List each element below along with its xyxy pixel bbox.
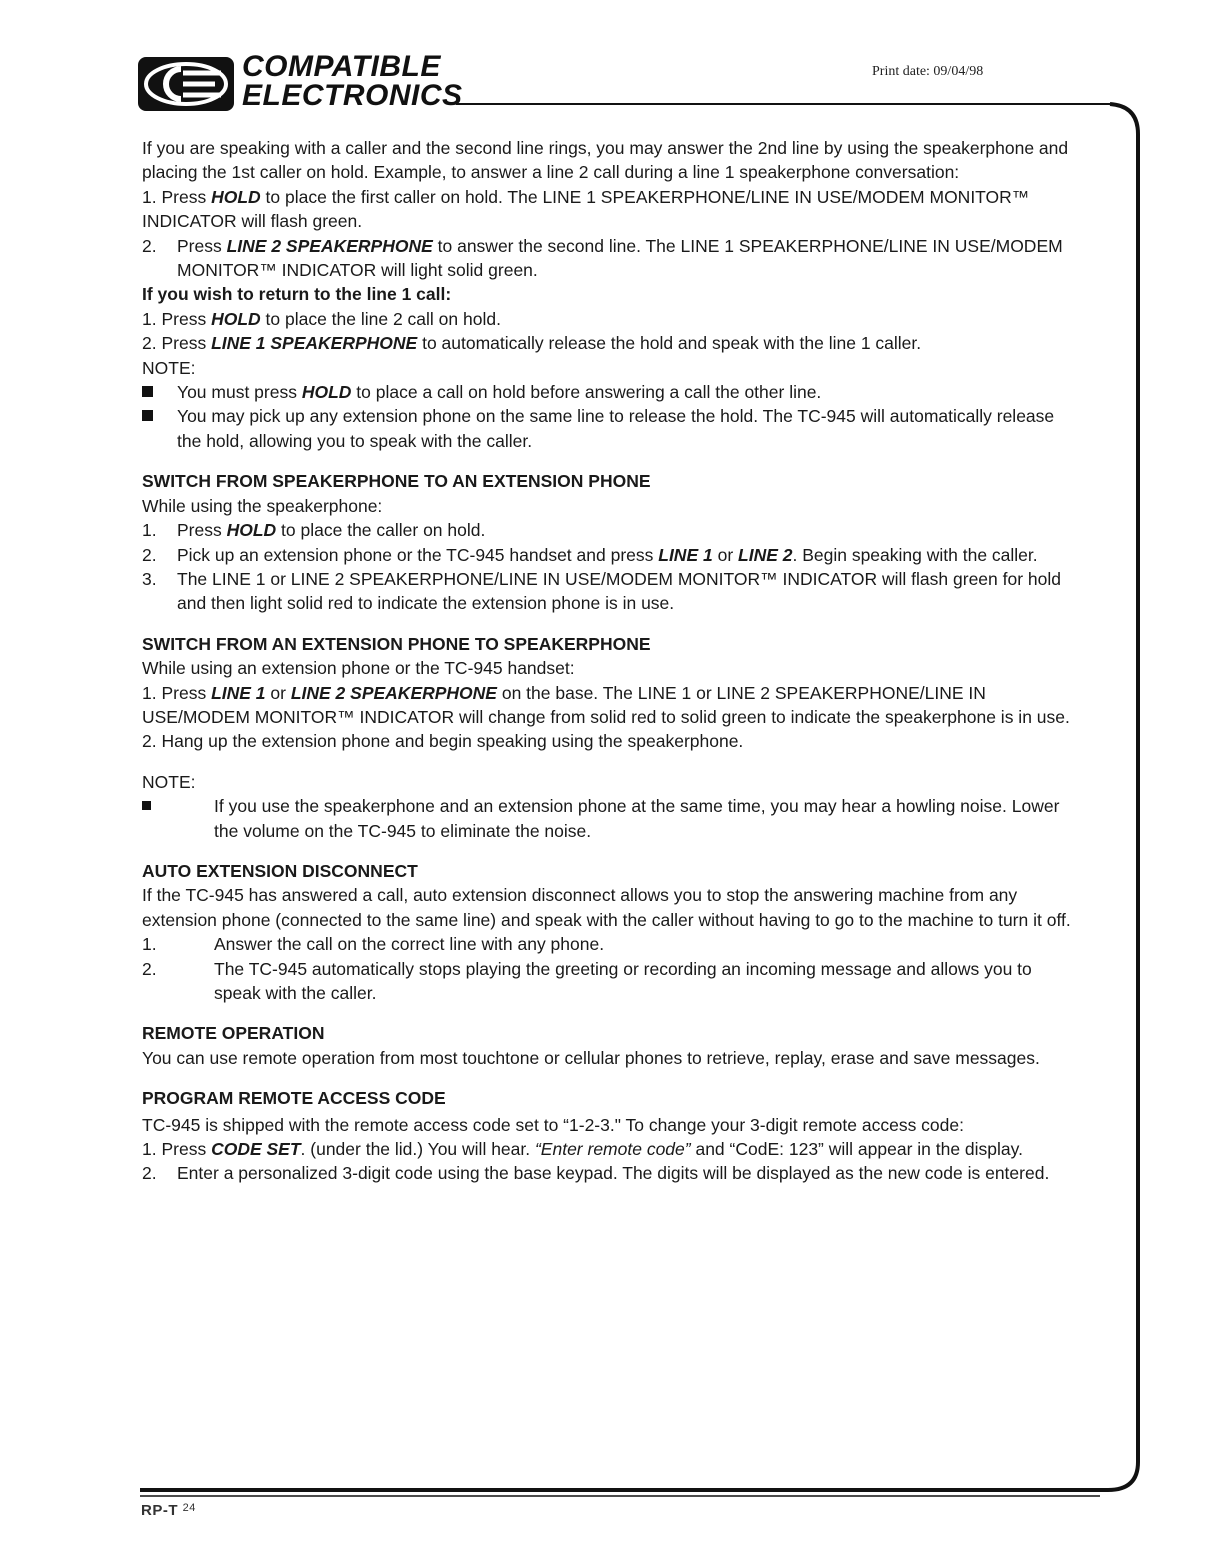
switch1-step-2: 2. Pick up an extension phone or the TC-945 handset and press LINE 1 or LINE 2. Begin speaking with the caller. xyxy=(142,544,1038,565)
note-bullet-howling: If you use the speakerphone and an extension phone at the same time, you may hear a howling noise. Lower the volume on the TC-945 to eliminate the noise. xyxy=(142,794,1072,843)
voice-prompt: “Enter remote code” xyxy=(534,1139,691,1160)
program-code-body: TC-945 is shipped with the remote access code set to “1-2-3." To change your 3-digit remote access code: xyxy=(142,1114,964,1135)
auto-extension-body: If the TC-945 has answered a call, auto extension disconnect allows you to stop the answering machine from any extension phone (connected to the same line) and speak with the caller without having to go to the machine to turn it off. xyxy=(142,885,1071,930)
bullet-square-icon xyxy=(142,410,153,421)
return-step-1: 1. Press HOLD to place the line 2 call on hold. xyxy=(142,308,501,329)
footer-code: RP-T $^{24}$ xyxy=(141,1502,196,1519)
ce-logo-icon xyxy=(137,56,235,112)
return-heading: If you wish to return to the line 1 call: xyxy=(142,284,452,305)
bullet-square-icon xyxy=(142,386,153,397)
return-step-2: 2. Press LINE 1 SPEAKERPHONE to automatically release the hold and speak with the line 1 caller. xyxy=(142,333,922,354)
note-label: NOTE: xyxy=(142,771,196,792)
auto-step-2: 2. The TC-945 automatically stops playing the greeting or recording an incoming message and allows you to speak with the caller. xyxy=(142,958,1032,1003)
key-label: LINE 1 xyxy=(658,544,713,565)
key-label: LINE 2 SPEAKERPHONE xyxy=(226,235,433,256)
section-heading-switch-to-extension: SWITCH FROM SPEAKERPHONE TO AN EXTENSION PHONE xyxy=(142,471,651,492)
key-label: CODE SET xyxy=(211,1139,301,1160)
brand-line-2: ELECTRONICS xyxy=(242,79,463,112)
line2-step-2: 2. Press LINE 2 SPEAKERPHONE to answer the second line. The LINE 1 SPEAKERPHONE/LINE IN USE/MODEM MONITOR™ INDICATOR will light solid green. xyxy=(142,235,1063,281)
line2-step-1: 1. Press HOLD to place the first caller on hold. The LINE 1 SPEAKERPHONE/LINE IN USE/MODEM MONITOR™ INDICATOR will flash green. xyxy=(142,186,1030,232)
switch1-step-3: 3. The LINE 1 or LINE 2 SPEAKERPHONE/LINE IN USE/MODEM MONITOR™ INDICATOR will flash green for hold and then light solid red to indicate the extension phone is in use. xyxy=(142,568,1061,614)
note-bullet-1: You must press HOLD to place a call on hold before answering a call the other line. xyxy=(142,380,1072,404)
section-heading-auto-extension: AUTO EXTENSION DISCONNECT xyxy=(142,860,418,881)
remote-operation-body: You can use remote operation from most touchtone or cellular phones to retrieve, replay, erase and save messages. xyxy=(142,1047,1040,1068)
key-label: HOLD xyxy=(211,186,261,207)
key-label: LINE 2 SPEAKERPHONE xyxy=(290,682,497,703)
switch2-step-1: 1. Press LINE 1 or LINE 2 SPEAKERPHONE on the base. The LINE 1 or LINE 2 SPEAKERPHONE/LINE IN USE/MODEM MONITOR™ INDICATOR will change from solid red to solid green to indicate the speakerphone is in use. xyxy=(142,682,1070,727)
key-label: HOLD xyxy=(211,308,261,329)
auto-step-1: 1. Answer the call on the correct line with any phone. xyxy=(142,934,605,955)
section-heading-program-code: PROGRAM REMOTE ACCESS CODE xyxy=(142,1088,446,1109)
key-label: HOLD xyxy=(226,520,277,541)
section-lead: While using an extension phone or the TC-945 handset: xyxy=(142,658,575,679)
key-label: LINE 1 SPEAKERPHONE xyxy=(211,333,418,354)
section-heading-remote-operation: REMOTE OPERATION xyxy=(142,1023,325,1044)
note-label: NOTE: xyxy=(142,357,196,378)
code-step-1: 1. Press CODE SET. (under the lid.) You will hear. “Enter remote code” and “CodE: 123” will appear in the display. xyxy=(142,1139,1023,1160)
code-step-2: 2. Enter a personalized 3-digit code using the base keypad. The digits will be displayed as the new code is entered. xyxy=(142,1163,1050,1184)
key-label: LINE 2 xyxy=(738,544,793,565)
print-date: Print date: 09/04/98 xyxy=(872,64,984,79)
switch2-step-2: 2. Hang up the extension phone and begin speaking using the speakerphone. xyxy=(142,731,744,752)
brand-line-1: COMPATIBLE xyxy=(242,50,441,83)
bullet-square-icon xyxy=(142,801,151,810)
intro-paragraph: If you are speaking with a caller and the second line rings, you may answer the 2nd line by using the speakerphone and placing the 1st caller on hold. Example, to answer a line 2 call during a line 1 speakerphone conversation: xyxy=(142,138,1069,183)
brand-name xyxy=(242,52,463,110)
page-content xyxy=(142,136,1072,1186)
key-label: HOLD xyxy=(301,382,352,403)
section-lead: While using the speakerphone: xyxy=(142,495,383,516)
switch1-step-1: 1. Press HOLD to place the caller on hold. xyxy=(142,520,486,541)
page-number: 24 xyxy=(182,1502,196,1514)
key-label: LINE 1 xyxy=(211,682,266,703)
note-bullet-2: You may pick up any extension phone on the same line to release the hold. The TC-945 will automatically release the hold, allowing you to speak with the caller. xyxy=(142,404,1072,453)
section-heading-switch-to-speakerphone: SWITCH FROM AN EXTENSION PHONE TO SPEAKERPHONE xyxy=(142,633,651,654)
